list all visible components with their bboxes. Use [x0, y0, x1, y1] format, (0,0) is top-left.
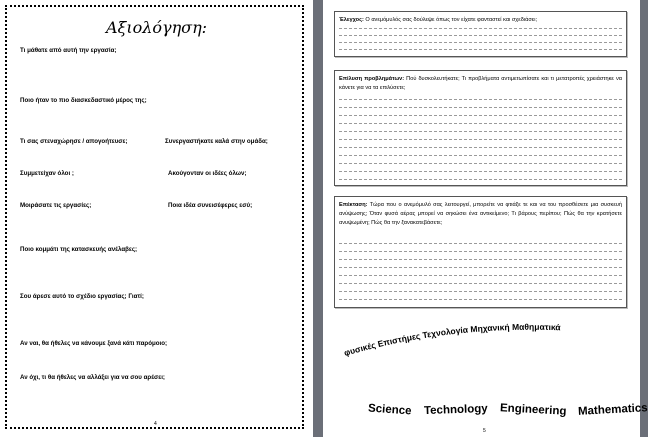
stem-greek-text: φυσικές Επιστήμες Τεχνολογία Μηχανική Μαθηματικά	[342, 321, 561, 358]
stem-greek-wordart	[323, 0, 640, 437]
stem-word-mathematics: Mathematics	[577, 402, 648, 418]
extension-question: Τώρα που ο ανεμόμυλό σας λειτουργεί, μπορείτε να φτιάξε τε και να του προσθέσετε μια συσκευή ανύψωσης; Όταν φυσά αέρας μπορεί να σηκώσει ένα αντικείμενο; Τι βάρους περίπου; Πώς θα την κρατήσετε ανυψωμένη; Πώς θα την ξανακατεβάσετε;	[339, 202, 622, 227]
page-number: 5	[483, 428, 486, 434]
stem-word-engineering: Engineering	[499, 402, 567, 418]
stem-english-wordart	[368, 404, 648, 416]
page-number: 4	[154, 421, 157, 427]
question-learned: Τι μάθατε από αυτή την εργασία;	[20, 47, 117, 54]
question-disappointed: Τι σας στεναχώρησε / απογοήτευσε;	[20, 138, 128, 145]
right-page	[323, 0, 648, 437]
question-shared-tasks: Μοιράσατε τις εργασίες;	[20, 202, 92, 209]
stem-word-technology: Technology	[423, 402, 488, 418]
control-question: Ο ανεμόμυλός σας δούλεψε όπως τον είχατε φανταστεί και σχεδιάσει;	[363, 17, 538, 23]
question-ideas-heard: Ακούγονταν οι ιδέες όλων;	[168, 170, 247, 177]
control-label: Έλεγχος:	[339, 17, 364, 23]
problem-solving-label: Επίλυση προβλημάτων:	[339, 76, 405, 82]
question-what-change: Αν όχι, τι θα ήθελες να αλλάξει για να σου αρέσει;	[20, 374, 165, 381]
page-border	[5, 5, 304, 429]
question-teamwork: Συνεργαστήκατε καλά στην ομάδα;	[165, 138, 268, 145]
question-participation: Συμμετείχαν όλοι ;	[20, 170, 74, 177]
question-liked-project: Σου άρεσε αυτό το σχέδιο εργασίας; Γιατί;	[20, 293, 144, 300]
question-do-again: Αν ναι, θα ήθελες να κάνουμε ξανά κάτι παρόμοιο;	[20, 340, 168, 347]
left-page	[0, 0, 313, 437]
question-fun-part: Ποιο ήταν το πιο διασκεδαστικό μέρος της;	[20, 97, 147, 104]
question-your-idea: Ποια ιδέα συνεισέφερες εσύ;	[168, 202, 253, 209]
problem-solving-question: Πού δυσκολευτήκατε; Τι προβλήματα αντιμετωπίσατε και τι μετατροπές χρειάστηκε να κάνετε για να τα επιλύσετε;	[339, 76, 622, 92]
question-construction-part: Ποιο κομμάτι της κατασκευής ανέλαβες;	[20, 246, 138, 253]
svg-text:φυσικές Επιστήμες Τεχνολογία Μ	[343, 322, 562, 358]
page-title: Αξιολόγηση:	[105, 18, 208, 37]
extension-label: Επέκταση:	[339, 202, 368, 208]
stem-word-science: Science	[367, 402, 412, 418]
